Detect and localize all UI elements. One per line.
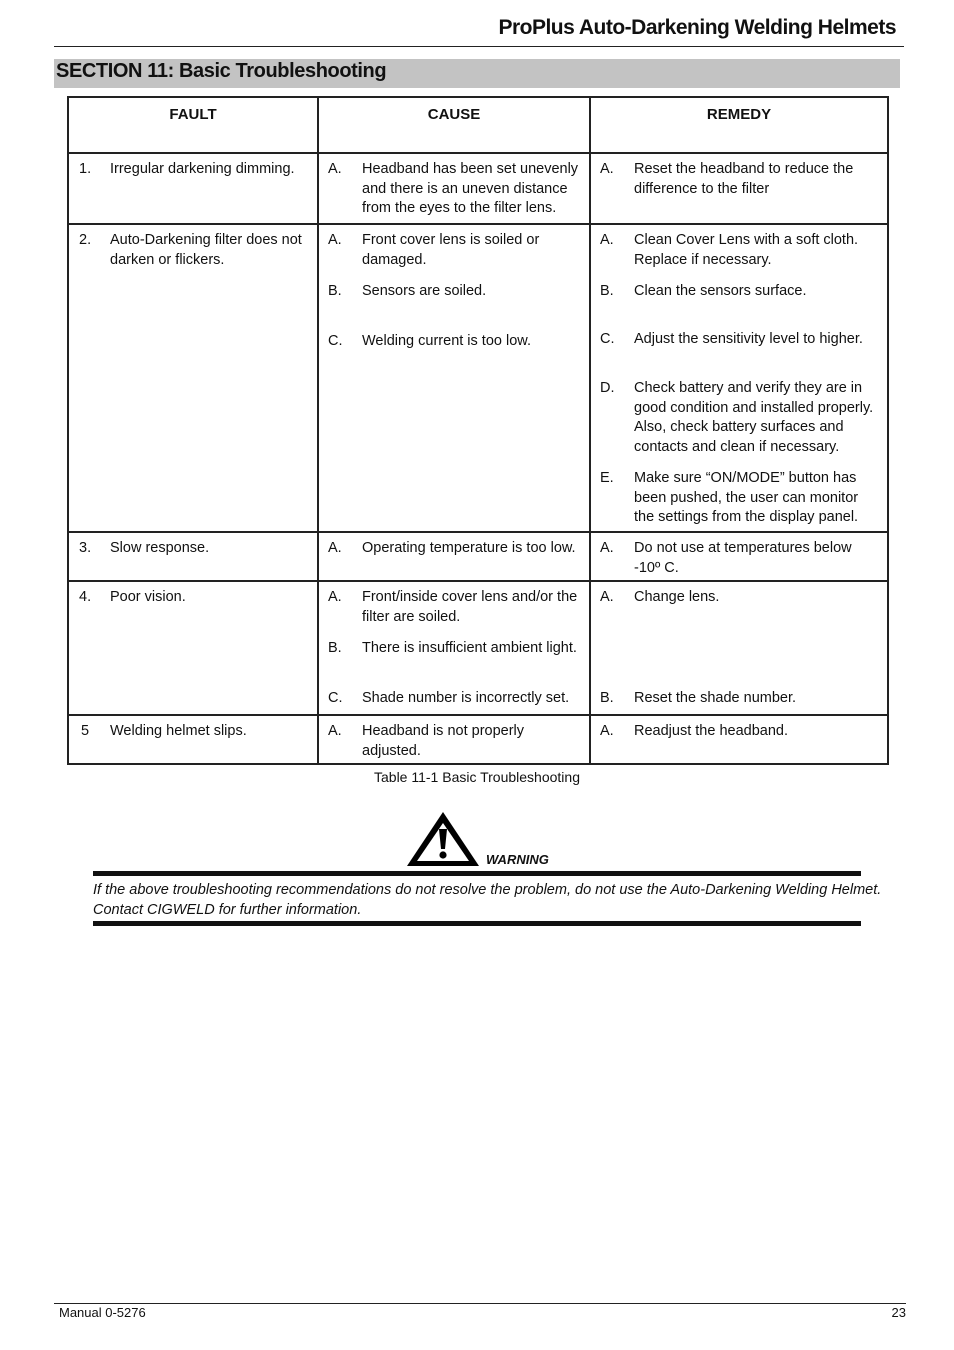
table-row — [68, 153, 888, 224]
table-row — [68, 224, 888, 532]
remedy-item — [591, 154, 887, 199]
fault-cell — [68, 224, 318, 532]
cause-item — [319, 225, 589, 270]
remedy-letter: A. — [600, 161, 614, 177]
cause-letter: C. — [328, 689, 343, 706]
cause-text: Operating temperature is too low. — [362, 540, 576, 556]
remedy-text: Clean the sensors surface. — [634, 283, 807, 299]
remedy-item — [591, 225, 887, 270]
remedy-letter: D. — [600, 380, 615, 396]
remedy-item — [591, 469, 887, 528]
cause-item — [319, 689, 589, 709]
cause-cell — [318, 532, 590, 581]
remedy-text: Adjust the sensitivity level to higher. — [634, 330, 863, 347]
document-title: ProPlus Auto-Darkening Welding Helmets — [498, 16, 896, 39]
remedy-item — [591, 689, 887, 709]
remedy-text: Make sure “ON/MODE” button has been pushed, the user can monitor the settings from the display panel. — [634, 470, 859, 525]
warning-text: If the above troubleshooting recommendations do not resolve the problem, do not use the Auto-Darkening Welding Helmet. Contact CIGWELD for further information. — [93, 882, 882, 918]
table-row — [68, 532, 888, 581]
warning-label: WARNING — [486, 852, 549, 867]
fault-number: 4. — [79, 589, 92, 605]
warning-triangle-icon — [405, 810, 481, 868]
section-header-bar — [54, 59, 900, 88]
remedy-item — [591, 282, 887, 302]
fault-number: 3. — [79, 540, 92, 556]
remedy-text: Clean Cover Lens with a soft cloth. Replace if necessary. — [634, 232, 859, 268]
warning-rule-bottom — [93, 921, 861, 926]
cause-item — [319, 582, 589, 627]
remedy-cell — [590, 153, 888, 224]
cause-letter: B. — [328, 640, 342, 656]
table-caption: Table 11-1 Basic Troubleshooting — [374, 769, 580, 785]
cause-text: Headband is not properly adjusted. — [362, 723, 525, 759]
remedy-text: Do not use at temperatures below -10º C. — [634, 540, 852, 576]
fault-text: Welding helmet slips. — [110, 723, 247, 739]
manual-number: Manual 0-5276 — [59, 1305, 146, 1320]
cause-item — [319, 639, 589, 659]
remedy-item — [591, 330, 887, 350]
fault-text: Slow response. — [110, 540, 210, 556]
cause-letter: B. — [328, 283, 342, 299]
page-number: 23 — [891, 1305, 906, 1320]
fault-cell — [68, 715, 318, 764]
cause-letter: A. — [328, 589, 342, 605]
fault-cell — [68, 532, 318, 581]
remedy-cell — [590, 532, 888, 581]
cause-column-header: CAUSE — [318, 97, 590, 153]
table-row — [68, 715, 888, 764]
remedy-text: Reset the headband to reduce the difference to the filter — [634, 161, 854, 197]
cause-text: Front cover lens is soiled or damaged. — [362, 232, 540, 268]
remedy-letter: C. — [600, 330, 615, 347]
cause-text: Sensors are soiled. — [362, 283, 487, 299]
cause-text: Shade number is incorrectly set. — [362, 689, 570, 706]
cause-cell — [318, 581, 590, 715]
remedy-text: Change lens. — [634, 589, 720, 605]
warning-rule-top — [93, 871, 861, 876]
table-row — [68, 581, 888, 715]
remedy-letter: A. — [600, 540, 614, 556]
cause-item — [319, 533, 589, 559]
cause-letter: C. — [328, 332, 343, 349]
section-title: SECTION 11: Basic Troubleshooting — [56, 60, 387, 82]
remedy-letter: B. — [600, 689, 614, 706]
remedy-letter: B. — [600, 283, 614, 299]
fault-cell — [68, 153, 318, 224]
fault-text: Irregular darkening dimming. — [110, 161, 295, 177]
cause-letter: A. — [328, 232, 342, 248]
remedy-letter: A. — [600, 723, 614, 739]
remedy-item — [591, 533, 887, 578]
cause-item — [319, 154, 589, 219]
cause-item — [319, 332, 589, 352]
fault-number: 1. — [79, 161, 92, 177]
cause-cell — [318, 153, 590, 224]
remedy-text: Reset the shade number. — [634, 689, 797, 706]
fault-text: Auto-Darkening filter does not darken or flickers. — [110, 232, 302, 268]
remedy-cell — [590, 715, 888, 764]
remedy-letter: A. — [600, 589, 614, 605]
remedy-letter: E. — [600, 470, 614, 486]
fault-number: 2. — [79, 232, 92, 248]
remedy-item — [591, 379, 887, 457]
cause-text: There is insufficient ambient light. — [362, 640, 577, 656]
cause-item — [319, 282, 589, 302]
cause-item — [319, 716, 589, 761]
remedy-text: Readjust the headband. — [634, 723, 788, 739]
fault-text: Poor vision. — [110, 589, 186, 605]
cause-letter: A. — [328, 540, 342, 556]
footer-divider — [54, 1303, 906, 1304]
remedy-cell — [590, 581, 888, 715]
cause-text: Front/inside cover lens and/or the filter are soiled. — [362, 589, 578, 625]
cause-cell — [318, 715, 590, 764]
cause-cell — [318, 224, 590, 532]
remedy-item — [591, 716, 887, 742]
title-divider — [54, 46, 904, 47]
table-header-row — [68, 97, 888, 153]
cause-text: Welding current is too low. — [362, 332, 531, 349]
troubleshooting-table — [67, 96, 889, 765]
fault-column-header: FAULT — [68, 97, 318, 153]
cause-text: Headband has been set unevenly and there is an uneven distance from the eyes to the filter lens. — [362, 161, 579, 216]
remedy-item — [591, 582, 887, 608]
cause-letter: A. — [328, 723, 342, 739]
remedy-text: Check battery and verify they are in good condition and installed properly. Also, check battery surfaces and contacts and clean if necessary. — [634, 380, 874, 455]
cause-letter: A. — [328, 161, 342, 177]
remedy-column-header: REMEDY — [590, 97, 888, 153]
fault-cell — [68, 581, 318, 715]
remedy-letter: A. — [600, 232, 614, 248]
remedy-cell — [590, 224, 888, 532]
fault-number: 5 — [81, 723, 90, 739]
